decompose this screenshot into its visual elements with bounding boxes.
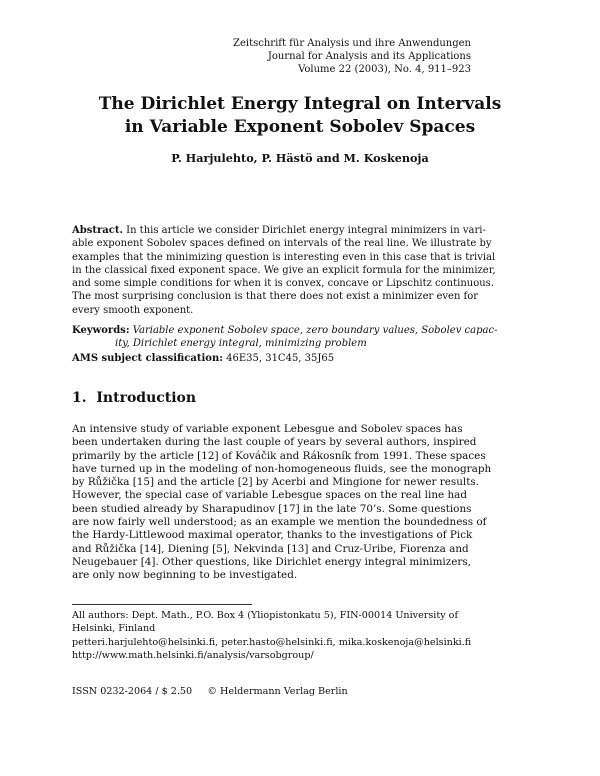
body-line: are only now beginning to be investigated. <box>72 569 298 582</box>
body-line: been undertaken during the last couple of years by several authors, inspired <box>72 436 477 449</box>
abstract-text: In this article we consider Dirichlet energy integral minimizers in vari- <box>122 225 486 236</box>
footnote-emails: petteri.harjulehto@helsinki.fi, peter.hasto@helsinki.fi, mika.koskenoja@helsinki.fi <box>72 636 472 648</box>
abstract-line: in the classical fixed exponent space. We give an explicit formula for the minimizer, <box>72 264 496 276</box>
footnote-url: http://www.math.helsinki.fi/analysis/varsobgroup/ <box>72 649 314 661</box>
abstract-line: able exponent Sobolev spaces defined on intervals of the real line. We illustrate by <box>72 238 492 250</box>
keywords-line <box>72 337 531 350</box>
keywords-line <box>72 324 531 337</box>
body-line: However, the special case of variable Lebesgue spaces on the real line had <box>72 489 468 502</box>
abstract <box>72 224 531 317</box>
abstract-label: Abstract. <box>72 225 123 236</box>
body-line: are now fairly well understood; as an example we mention the boundedness of <box>72 516 487 529</box>
abstract-line: and some simple conditions for when it is convex, concave or Lipschitz continuous. <box>72 278 494 290</box>
body-line: and Růžička [14], Diening [5], Nekvinda [13] and Cruz-Uribe, Fiorenza and <box>72 542 469 555</box>
journal-volume: Volume 22 (2003), No. 4, 911–923 <box>298 64 471 75</box>
body-line: the Hardy-Littlewood maximal operator, thanks to the investigations of Pick <box>72 529 473 542</box>
keywords-label: Keywords: <box>72 325 130 336</box>
abstract-line: The most surprising conclusion is that there does not exist a minimizer even for <box>72 291 479 303</box>
journal-header <box>233 37 471 76</box>
body-line: An intensive study of variable exponent Lebesgue and Sobolev spaces has <box>72 423 463 435</box>
title-line-2: in Variable Exponent Sobolev Spaces <box>124 117 476 137</box>
body-line: by Růžička [15] and the article [2] by Acerbi and Mingione for newer results. <box>72 476 480 489</box>
ams-classification <box>72 353 334 364</box>
body-line: been studied already by Sharapudinov [17] in the late 70’s. Some questions <box>72 502 472 515</box>
body-line: Neugebauer [4]. Other questions, like Dirichlet energy integral minimizers, <box>72 555 471 568</box>
keywords <box>72 324 531 351</box>
footnote-address-cont: Helsinki, Finland <box>72 623 156 635</box>
body-line: primarily by the article [12] of Kováčik and Rákosník from 1991. These spaces <box>72 449 486 462</box>
title-line-1: The Dirichlet Energy Integral on Intervals <box>98 94 502 114</box>
footnote <box>72 609 471 662</box>
section-title: Introduction <box>96 390 197 406</box>
keywords-text: Variable exponent Sobolev space, zero boundary values, Sobolev capac- <box>129 325 498 336</box>
issn-line: ISSN 0232-2064 / $ 2.50 © Heldermann Verlag Berlin <box>72 686 348 697</box>
footnote-rule <box>72 604 252 605</box>
authors: P. Harjulehto, P. Hästö and M. Koskenoja <box>171 151 429 165</box>
section-number: 1. <box>72 390 87 406</box>
abstract-line <box>72 224 531 237</box>
footnote-address: All authors: Dept. Math., P.O. Box 4 (Yliopistonkatu 5), FIN-00014 University of <box>72 610 459 621</box>
introduction-text <box>72 423 531 583</box>
paper-title <box>0 93 600 139</box>
journal-name-english: Journal for Analysis and its Applications <box>267 51 471 62</box>
ams-label: AMS subject classification: <box>72 353 223 364</box>
journal-name-german: Zeitschrift für Analysis und ihre Anwendungen <box>233 38 471 49</box>
abstract-line: examples that the minimizing question is interesting even in this case that is trivial <box>72 251 496 263</box>
keywords-text: ity, Dirichlet energy integral, minimizing problem <box>115 338 367 350</box>
abstract-line: every smooth exponent. <box>72 304 194 316</box>
section-heading <box>72 390 196 406</box>
body-line: have turned up in the modeling of non-homogeneous fluids, see the monograph <box>72 462 492 475</box>
ams-value: 46E35, 31C45, 35J65 <box>222 353 335 364</box>
